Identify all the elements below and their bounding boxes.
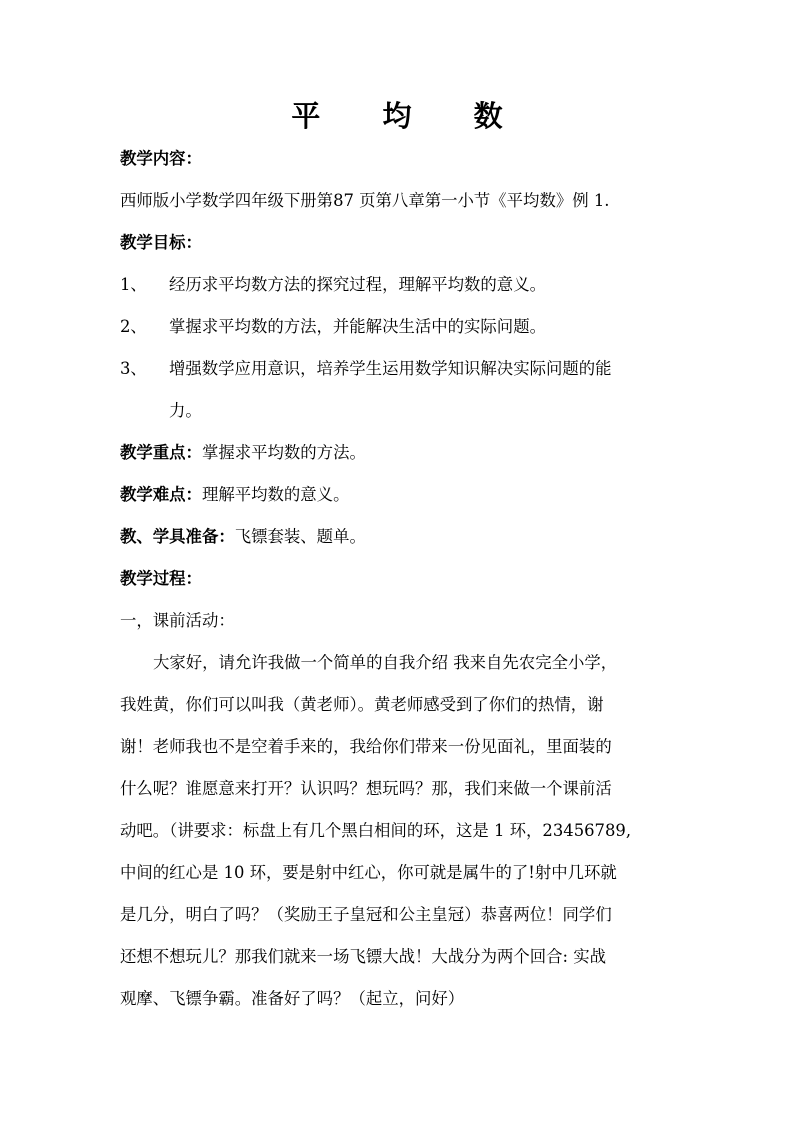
content-text: 西师版小学数学四年级下册第87 页第八章第一小节《平均数》例 1.: [120, 191, 610, 210]
key-point-label: 教学重点：: [120, 443, 202, 462]
difficulty-line: [120, 482, 349, 508]
content-heading: 教学内容：: [120, 149, 202, 168]
paragraph-line: 是几分，明白了吗？（奖励王子皇冠和公主皇冠）恭喜两位！同学们: [120, 905, 612, 924]
paragraph-line: 大家好，请允许我做一个简单的自我介绍 我来自先农完全小学，: [153, 653, 618, 672]
paragraph-line: 什么呢？谁愿意来打开？认识吗？想玩吗？那，我们来做一个课前活: [120, 779, 612, 798]
paragraph-line: 观摩、飞镖争霸。准备好了吗？（起立，问好）: [120, 989, 465, 1008]
objective-number: 3、: [120, 359, 147, 378]
paragraph-line: 中间的红心是 10 环，要是射中红心，你可就是属牛的了!射中几环就: [120, 863, 617, 882]
page-title: 平 均 数: [291, 99, 529, 133]
objective-text: 掌握求平均数的方法，并能解决生活中的实际问题。: [169, 317, 546, 336]
paragraph-line: 我姓黄，你们可以叫我（黄老师）。黄老师感受到了你们的热情，谢: [120, 695, 604, 714]
objective-text: 增强数学应用意识，培养学生运用数学知识解决实际问题的能: [169, 359, 612, 378]
difficulty-label: 教学难点：: [120, 485, 202, 504]
section-heading: 一，课前活动：: [120, 611, 235, 630]
objective-number: 1、: [120, 275, 147, 294]
difficulty-text: 理解平均数的意义。: [201, 485, 350, 504]
materials-line: [120, 524, 366, 550]
objective-text: 经历求平均数方法的探究过程，理解平均数的意义。: [169, 275, 546, 294]
objectives-heading: 教学目标：: [120, 233, 202, 252]
materials-label: 教、学具准备：: [120, 527, 235, 546]
objective-text-continuation: 力。: [169, 401, 202, 420]
materials-text: 飞镖套装、题单。: [234, 527, 366, 546]
objective-number: 2、: [120, 317, 147, 336]
process-heading: 教学过程：: [120, 569, 202, 588]
key-point-line: [120, 440, 366, 466]
paragraph-line: 谢！老师我也不是空着手来的，我给你们带来一份见面礼，里面装的: [120, 737, 612, 756]
key-point-text: 掌握求平均数的方法。: [201, 443, 366, 462]
paragraph-line: 动吧。（讲要求：标盘上有几个黑白相间的环，这是 1 环，23456789,: [120, 821, 632, 840]
paragraph-line: 还想不想玩儿？那我们就来一场飞镖大战！大战分为两个回合: 实战: [120, 947, 607, 966]
